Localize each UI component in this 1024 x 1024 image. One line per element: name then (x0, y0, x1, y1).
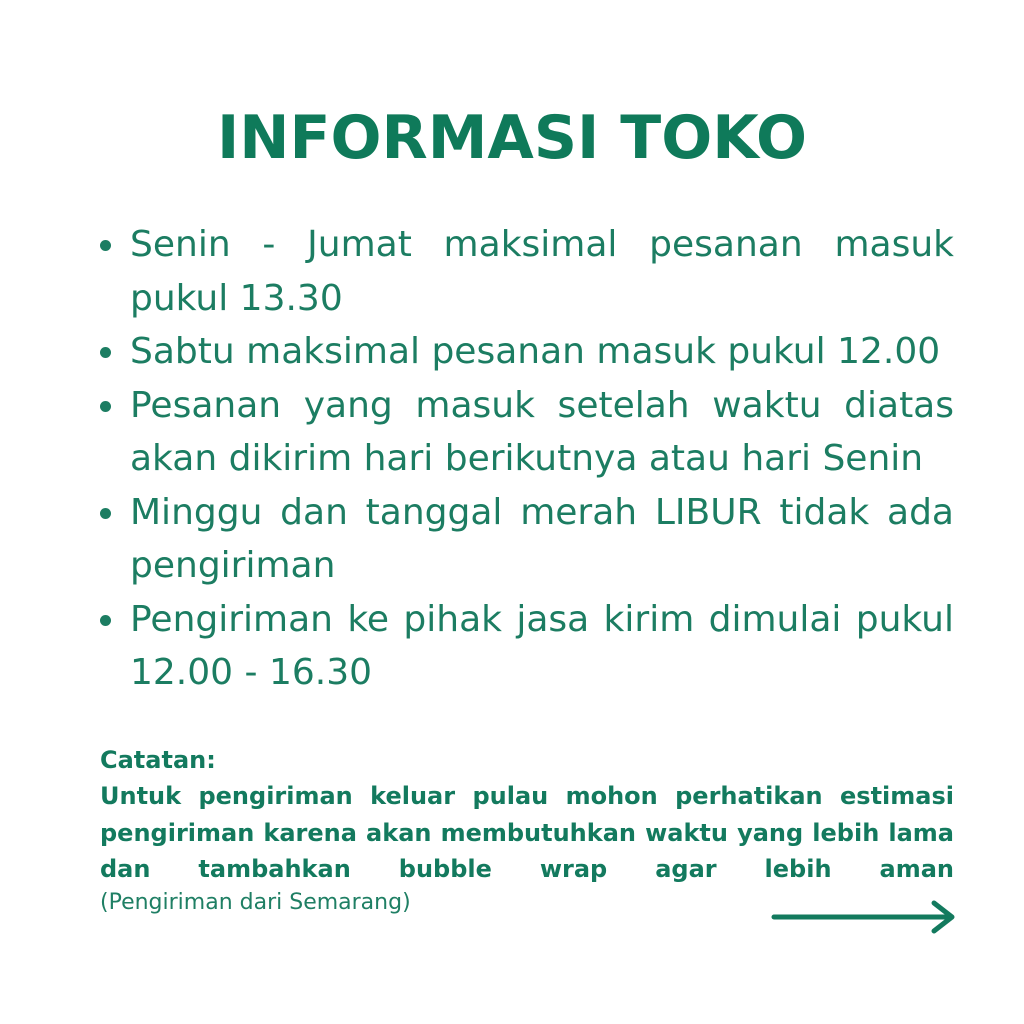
bullet-icon (100, 401, 111, 412)
note-source: (Pengiriman dari Semarang) (100, 889, 411, 915)
bullet-icon (100, 240, 111, 251)
list-item (98, 486, 954, 593)
bullet-icon (100, 347, 111, 358)
list-item-text: Senin - Jumat maksimal pesanan masuk pukul 13.30 (130, 224, 954, 319)
bullet-icon (100, 508, 111, 519)
list-item (98, 218, 954, 325)
list-item-text: Minggu dan tanggal merah LIBUR tidak ada pengiriman (130, 491, 954, 586)
list-item (98, 593, 954, 700)
note-section (100, 742, 954, 918)
bullet-icon (100, 615, 111, 626)
list-item-text: Pengiriman ke pihak jasa kirim dimulai pukul 12.00 - 16.30 (130, 598, 954, 693)
list-item (98, 379, 954, 486)
list-item (98, 325, 954, 379)
arrow-right-icon (770, 898, 960, 936)
note-label: Catatan: (100, 746, 216, 774)
note-body: Untuk pengiriman keluar pulau mohon perhatikan estimasi pengiriman karena akan membutuhkan waktu yang lebih lama dan tambahkan bubble wrap agar lebih aman (100, 782, 954, 883)
list-item-text: Sabtu maksimal pesanan masuk pukul 12.00 (130, 331, 941, 372)
list-item-text: Pesanan yang masuk setelah waktu diatas akan dikirim hari berikutnya atau hari Senin (130, 384, 954, 479)
info-list (98, 218, 954, 700)
page-title: INFORMASI TOKO (216, 103, 808, 173)
